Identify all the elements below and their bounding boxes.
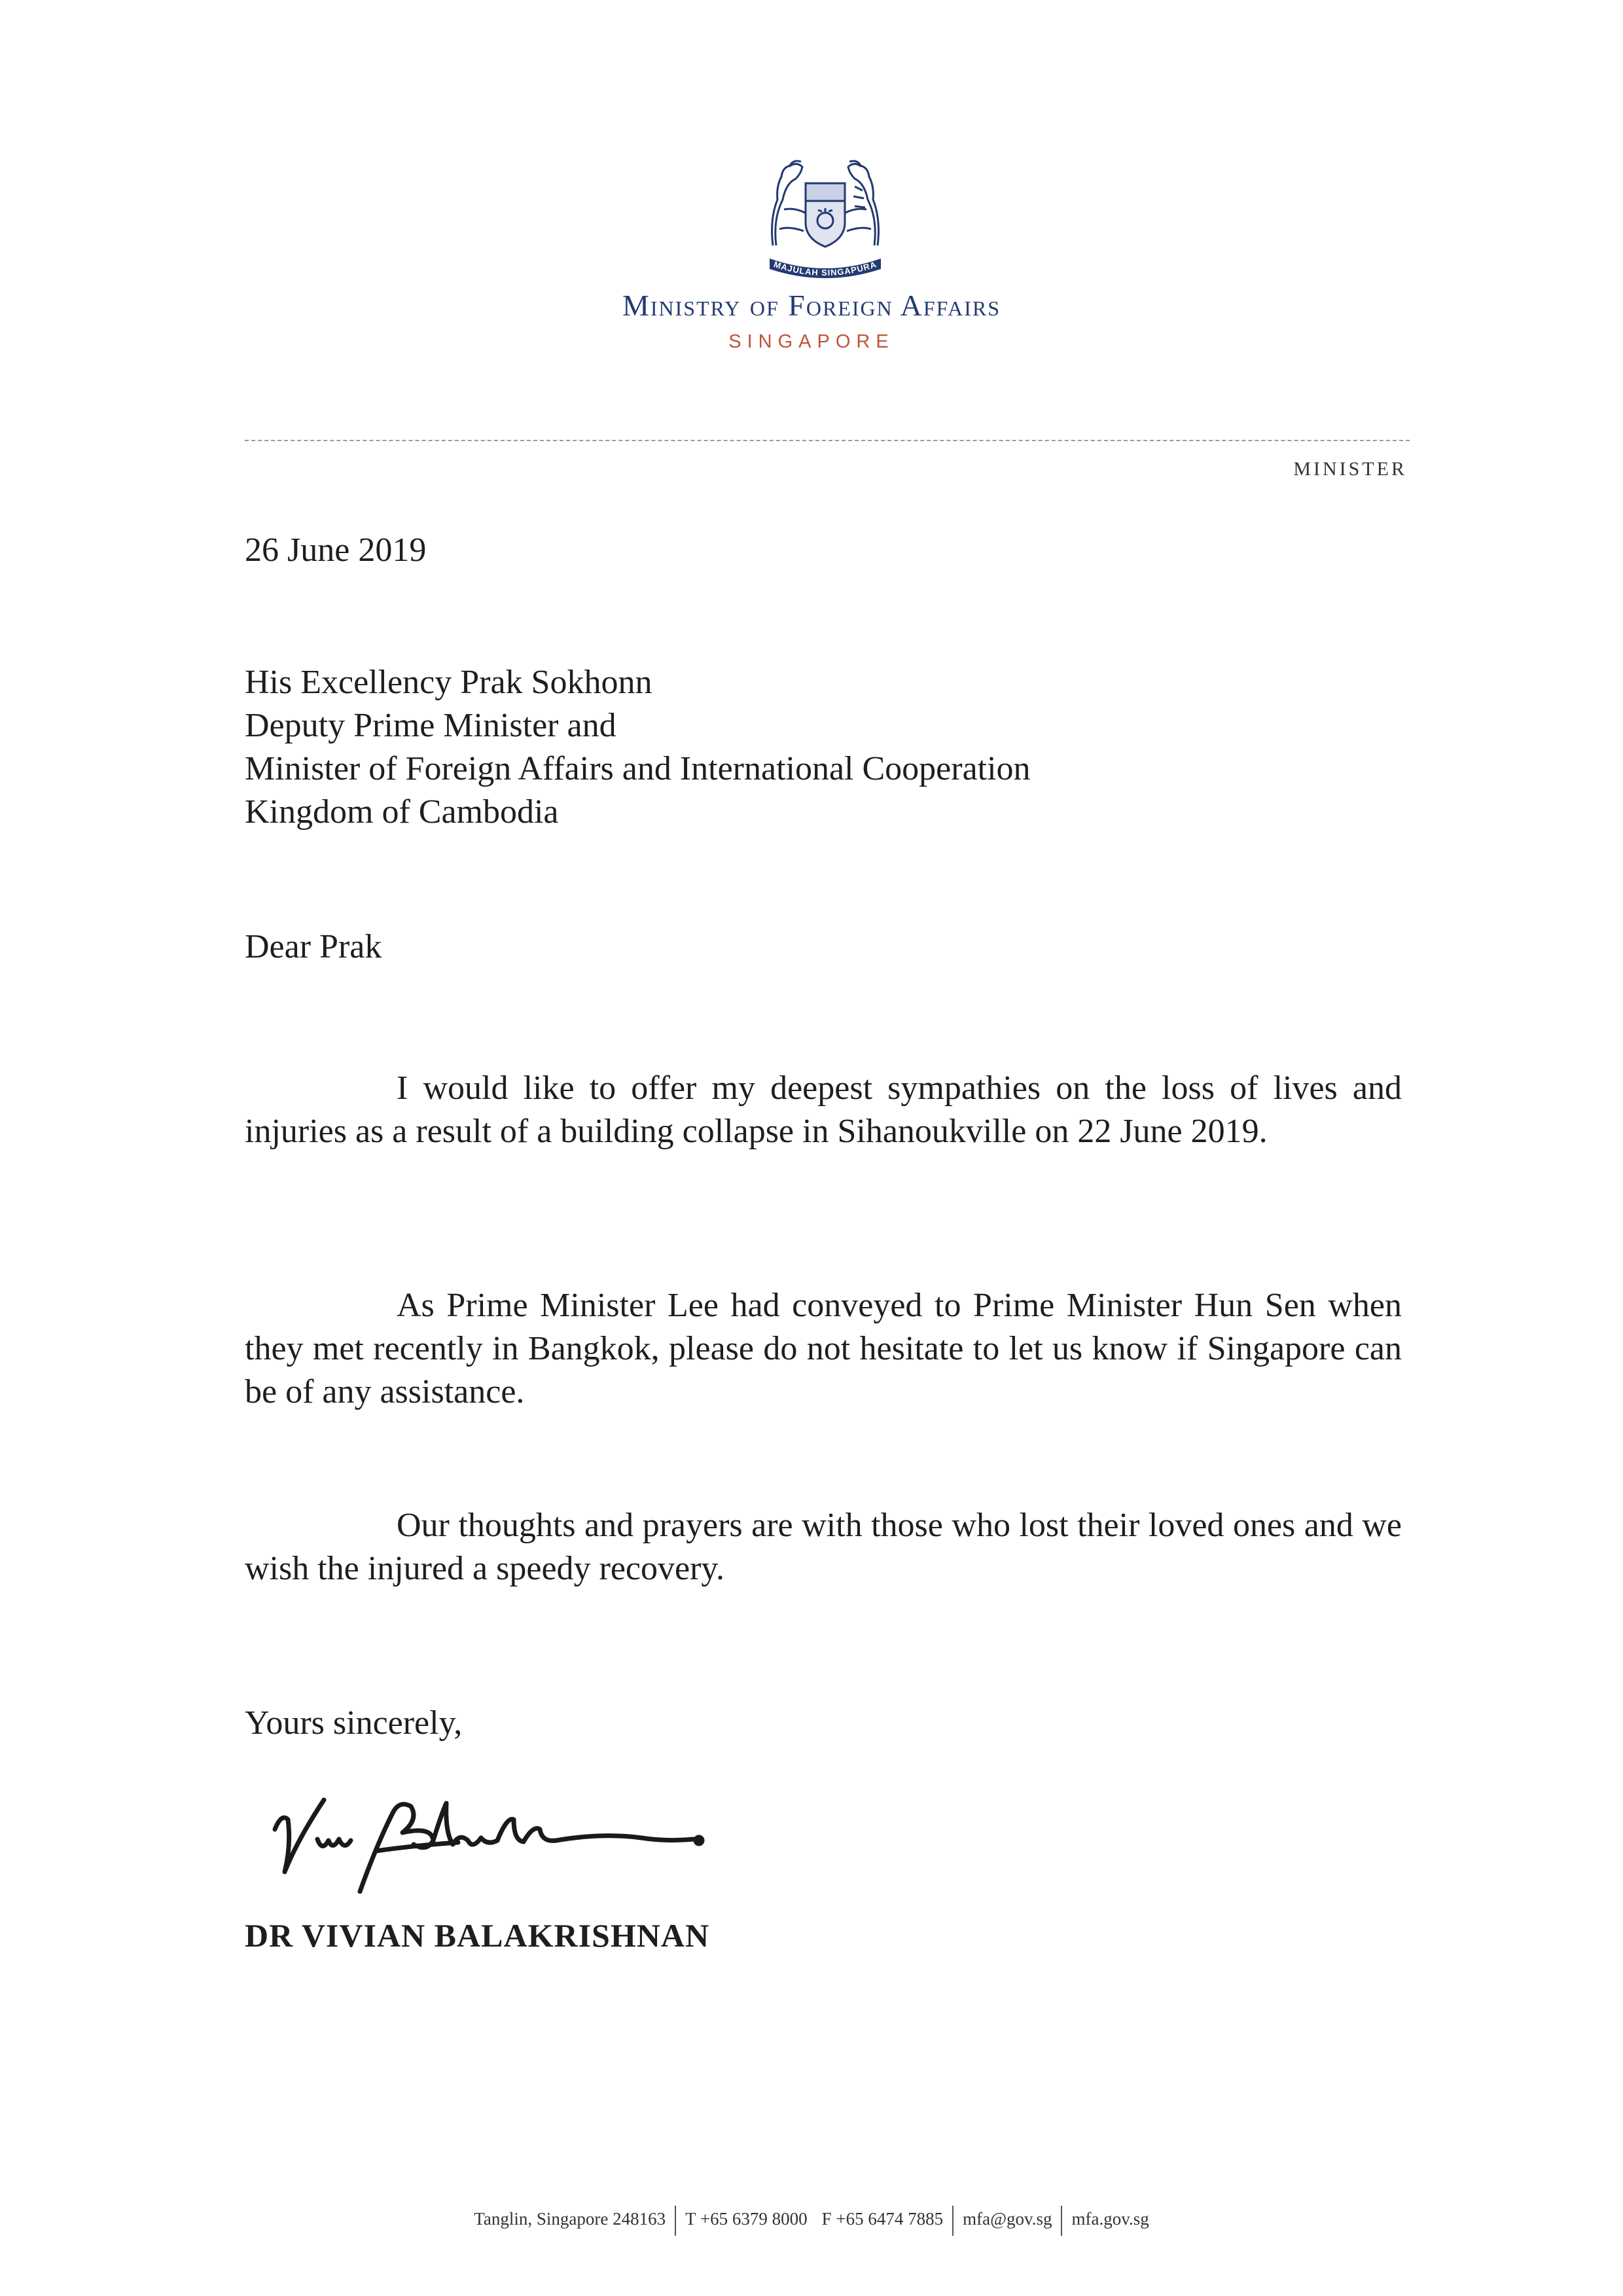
closing: Yours sincerely, xyxy=(245,1704,463,1742)
addressee-line: Minister of Foreign Affairs and International Cooperation xyxy=(245,750,1031,787)
footer-telephone: T +65 6379 8000 xyxy=(685,2209,808,2229)
footer-website: mfa.gov.sg xyxy=(1071,2209,1149,2229)
footer-separator xyxy=(952,2206,954,2236)
organization-country: SINGAPORE xyxy=(728,331,895,352)
footer-email: mfa@gov.sg xyxy=(963,2209,1052,2229)
addressee-line: Kingdom of Cambodia xyxy=(245,793,559,831)
addressee-line: Deputy Prime Minister and xyxy=(245,707,616,744)
svg-text:MAJULAH SINGAPURA: MAJULAH SINGAPURA xyxy=(772,259,878,278)
footer-separator xyxy=(675,2206,676,2236)
body-paragraph: As Prime Minister Lee had conveyed to Prime Minister Hun Sen when they met recently in Bangkok, please do not hesitate to let us know if Singapore can be of any assistance. xyxy=(245,1287,1402,1410)
singapore-crest-icon xyxy=(750,147,901,285)
body-paragraph: I would like to offer my deepest sympathies on the loss of lives and injuries as a result of a building collapse in Sihanoukville on 22 June 2019. xyxy=(245,1069,1402,1150)
footer-separator xyxy=(1061,2206,1062,2236)
footer-address: Tanglin, Singapore 248163 xyxy=(474,2209,666,2229)
letterhead-divider xyxy=(245,440,1410,441)
salutation: Dear Prak xyxy=(245,928,382,965)
letter-date: 26 June 2019 xyxy=(245,531,427,569)
addressee-line: His Excellency Prak Sokhonn xyxy=(245,664,652,701)
footer-contact xyxy=(0,2206,1623,2236)
organization-name: Ministry of Foreign Affairs xyxy=(622,289,1001,322)
addressee-block xyxy=(245,661,1031,834)
signer-name: DR VIVIAN BALAKRISHNAN xyxy=(245,1917,710,1954)
footer-fax: F +65 6474 7885 xyxy=(821,2209,944,2229)
signature-image xyxy=(262,1767,746,1911)
office-title: MINISTER xyxy=(1293,458,1407,480)
body-paragraph: Our thoughts and prayers are with those who lost their loved ones and we wish the injured a speedy recovery. xyxy=(245,1507,1402,1587)
